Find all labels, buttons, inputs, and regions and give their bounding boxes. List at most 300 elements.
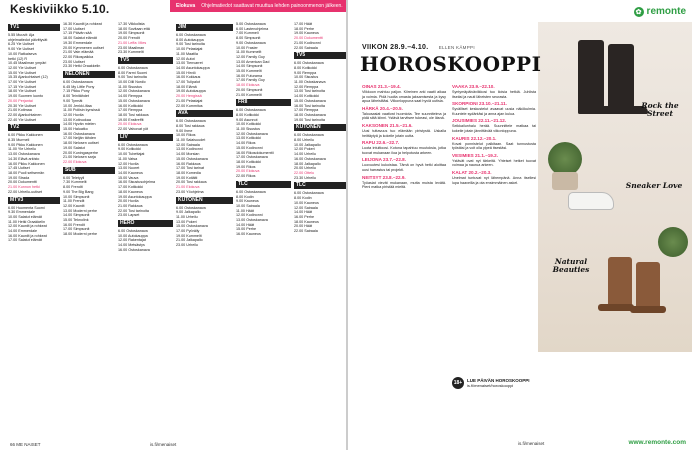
program-line: 7.15 Pikku Pony xyxy=(63,89,90,94)
program-line: 15.00 Yle Uutiset xyxy=(8,70,37,75)
program-line: 6.00 Huomenta Suomi xyxy=(8,205,45,210)
program-line: 16.00 Kauneus xyxy=(236,232,261,237)
program-line: 20.00 Häät xyxy=(294,224,313,229)
channel-header: TV2 xyxy=(8,124,60,131)
program-line: 22.40 Yle Uutiset xyxy=(8,117,37,122)
program-line: 11.00 Kummelit xyxy=(236,50,262,55)
program-line: hetki (12) R xyxy=(8,56,28,61)
program-line: 11.00 Salaisuudet xyxy=(176,138,206,143)
horoscope-badge xyxy=(452,377,530,389)
program-highlight: 21.00 Kunnon hetki xyxy=(8,185,40,190)
channel-header: LIV xyxy=(118,134,173,141)
program-line: 9.00 Tosi tarinoita xyxy=(118,75,147,80)
program-line: 21.00 Kotimaa xyxy=(8,108,32,113)
program-line: 16.00 Ostoskanava xyxy=(294,156,326,161)
program-line: 23.00 Lapset xyxy=(118,213,140,218)
sign-text: Talousasiat vaativat huomiota. Tee suunnitelma ja pidä siitä kiinni. Ystävä tarvitsee tukeasi, ole läsnä. xyxy=(362,111,446,121)
program-line: 19.00 Ensitreffit xyxy=(118,117,144,122)
program-line: 12.00 Rakentajat xyxy=(118,238,146,243)
program-line: 21.00 Kodinonni xyxy=(294,40,321,45)
program-line: 16.00 Tosi tarinoita xyxy=(294,103,325,108)
sign-name: OINAS 21.3.–19.4. xyxy=(362,84,401,89)
program-line: 15.00 Ostoskanava xyxy=(176,156,208,161)
program-line: 17.00 Family Guy xyxy=(236,78,265,83)
brand-logo xyxy=(634,6,686,17)
program-line: 10.00 Diili Nordic xyxy=(118,80,146,85)
footer-left: 66 ME NAISET xyxy=(10,442,41,447)
horoscope-column-2 xyxy=(452,82,536,185)
brown-boot-left-foot xyxy=(598,304,634,311)
sign-name: NEITSYT 23.8.–22.9. xyxy=(362,174,406,180)
program-line: 15.00 Kodinonni xyxy=(236,145,263,150)
program-line: 11.00 Poliisin kynsissä xyxy=(63,108,100,113)
program-line: 18.00 Kauneus xyxy=(118,189,143,194)
program-line: 13.00 Moderni perhe xyxy=(63,208,98,213)
program-line: 23.30 Kummelit xyxy=(118,50,144,55)
program-line: 8.00 Frendit xyxy=(63,185,83,190)
program-line: 21.00 Vain elämää xyxy=(63,50,94,55)
program-line: 15.00 Teknolink xyxy=(63,218,89,223)
program-line: 12.00 Pokeri xyxy=(294,147,315,152)
page-title: Keskiviikko 5.10. xyxy=(10,2,110,16)
program-line: 14.00 Emmerdale xyxy=(8,229,38,234)
program-line: 8.00 Teinitähdet xyxy=(63,94,89,99)
program-line: 21.00 Kummelit xyxy=(236,92,262,97)
program-line: 6.00 Ostoskanava xyxy=(294,133,324,138)
program-line: 12.00 Yle Uutiset xyxy=(8,65,37,70)
sign-text: Unelmat tuntuvat nyt lähempänä. Anna itsellesi lupa haaveilla ja ota ensimmäinen askel. xyxy=(452,175,536,185)
listing-column xyxy=(63,22,115,430)
program-line: 13.00 Kotiruokaa xyxy=(63,117,91,122)
program-line: 11.00 Vatsa xyxy=(118,156,138,161)
badge-text xyxy=(467,378,530,388)
channel-header: TLC xyxy=(294,182,346,189)
program-line: 16.00 Kotikokki xyxy=(118,103,144,108)
program-line: 22.00 Tosi tarinoita xyxy=(118,208,149,213)
program-line: 23.00 Yöohjelma xyxy=(176,189,204,194)
program-line: 19.00 Strada xyxy=(8,175,30,180)
program-line: 18.00 Nelosen uutiset xyxy=(63,141,99,146)
boot-right xyxy=(608,44,634,112)
program-line: 22.00 Rikos xyxy=(236,174,256,179)
program-line: 18.00 Ostoskanava xyxy=(294,112,326,117)
program-line: 20.00 Kymmenen uutiset xyxy=(63,45,104,50)
program-line: 17.00 Kotikokki xyxy=(118,185,144,190)
program-line: 16.00 Futurama xyxy=(236,73,263,78)
notice-band xyxy=(170,0,346,12)
program-line: 14.00 Simpsonit xyxy=(236,64,263,69)
program-line: 13.00 Kotikokki xyxy=(236,136,262,141)
program-highlight: 21.00 Leffa: Mies xyxy=(118,40,147,45)
program-line: 23.00 Urheilu xyxy=(176,243,198,248)
program-line: 17.00 Häät xyxy=(294,22,313,26)
program-line: 19.00 Kotiäiti xyxy=(176,175,198,180)
sign-text: Luota intuitioosi. Kotona tapahtuu muutoksia, jotka tuovat mukanaan iloa ja helpotusta arkeen. xyxy=(362,146,446,155)
sign-name: VAAKA 23.9.–22.10. xyxy=(452,84,495,89)
program-line: 10.00 Kauneus xyxy=(294,200,319,205)
program-line: 17.00 Remppa xyxy=(294,108,319,113)
program-line: 6.00 Ostoskanava xyxy=(118,65,148,70)
program-line: 10.00 Jalkapallo xyxy=(294,142,321,147)
program-line: 11.00 Sisustus xyxy=(118,84,142,89)
program-line: 14.00 Rikos xyxy=(236,141,256,146)
program-line: 13.00 Tosi tarinoita xyxy=(294,89,325,94)
sign-text: Luovuutesi kukoistaa. Tämä on hyvä hetki aloittaa uusi harrastus tai projekti. xyxy=(362,163,446,172)
brand-name: remonte xyxy=(646,6,686,17)
program-line: 8.00 Kotikokki xyxy=(294,65,317,70)
footer-center: is.fi/menaiset xyxy=(150,442,177,447)
program-line: 12.00 Kauniit ja rohkeat xyxy=(8,224,47,229)
program-line: 20.00 Dokumentti xyxy=(8,180,37,185)
program-line: 16.00 Frendit xyxy=(63,222,85,227)
program-line: 6.00 Ostoskanava xyxy=(236,189,266,194)
program-line: 19.00 Simpsonit xyxy=(118,31,145,36)
program-line: 14.00 Häät xyxy=(236,222,255,227)
program-line: 9.30 Emmerdale xyxy=(8,210,36,215)
footer-url: www.remonte.com xyxy=(628,439,686,446)
program-line: 21.00 Rakkaus xyxy=(118,203,143,208)
program-line: 16.00 Rakkaus xyxy=(176,161,201,166)
sign-name: RAPU 22.6.–22.7. xyxy=(362,140,400,146)
program-line: 18.00 Kotikokki xyxy=(236,159,262,164)
program-line: 14.00 Simpsonit xyxy=(63,213,90,218)
channel-header: KUTONEN xyxy=(176,197,233,204)
program-line: 19.30 Emmerdale xyxy=(63,40,93,45)
program-line: 15.00 Ostoskanava xyxy=(294,98,326,103)
program-line: 11.00 Maatila xyxy=(176,51,198,56)
program-line: 8.00 Farmi Suomi xyxy=(118,70,148,75)
program-line: ohjelmatiedot päivittyvät xyxy=(8,37,48,42)
listing-column xyxy=(294,22,346,430)
program-line: 6.00 Ostoskanava xyxy=(294,191,324,196)
program-line: 16.00 Pikku Kakkonen xyxy=(8,161,45,166)
program-highlight: 22.00 Ottelu xyxy=(294,170,315,175)
program-line: 17.00 Ostoskanava xyxy=(236,155,268,160)
program-line: 15.00 Vauva xyxy=(118,175,139,180)
program-line: 9.00 Kotikokki xyxy=(118,147,141,152)
program-line: 9.00 Tyrmät xyxy=(63,98,83,103)
sign-text: Syvälliset keskustelut avaavat uusia näkökulmia. Kuuntele sydäntäsi ja anna ajan kulua. xyxy=(452,107,536,116)
program-line: 22.00 Rikospaikka xyxy=(63,54,94,59)
program-line: 17.00 Tosi tarinat xyxy=(176,166,205,171)
caption-rock: Rock the Street xyxy=(641,101,679,118)
program-line: 8.00 Kodin xyxy=(236,194,254,199)
product-photo xyxy=(538,22,692,352)
program-line: 9.00 The Big Bang xyxy=(63,189,94,194)
program-line: 11.00 Sisustus xyxy=(236,127,260,132)
program-line: 16.00 Kauniit ja rohkeat xyxy=(8,233,47,238)
program-line: 12.00 Kauniit xyxy=(63,203,85,208)
program-line: 15.00 Hirviö xyxy=(176,70,196,75)
program-line: 18.00 Jalkapallo xyxy=(294,161,321,166)
program-line: 22.00 Ajankohtainen xyxy=(8,112,42,117)
brown-boot-right xyxy=(636,262,660,310)
program-line: 22.00 Sairaala xyxy=(294,45,318,50)
program-line: 6.00 Ostoskanava xyxy=(176,33,206,37)
program-line: 10.00 Simpsonit xyxy=(63,194,90,199)
channel-header: SUB xyxy=(63,167,115,174)
program-line: 20.00 Kuningasperhe xyxy=(63,150,99,155)
program-line: 10.45 Maailman ympäri xyxy=(8,61,47,66)
brown-boot-left xyxy=(608,257,632,309)
program-line: 18.00 Komedia xyxy=(176,170,201,175)
program-line: 19.00 Autokauppa xyxy=(176,89,206,94)
program-line: 16.00 Rikosdokumentti xyxy=(236,150,274,155)
program-line: 12.00 Ostoskanava xyxy=(118,89,150,94)
program-highlight: 20.00 Dokumentti xyxy=(294,36,323,41)
program-line: 9.00 Pikku Kakkonen xyxy=(8,142,43,147)
program-line: 22.00 Kummitus xyxy=(176,103,203,108)
program-line: 10.00 Rikos xyxy=(176,133,196,138)
program-highlight: 22.00 Elokuva xyxy=(63,159,87,164)
week-label: VIIKON 28.9.–4.10. xyxy=(362,44,429,51)
badge-icon: 18+ xyxy=(452,377,464,389)
program-line: 14.00 Asuntokauppa xyxy=(176,65,210,70)
program-line: 18.00 Moderni perhe xyxy=(63,232,98,237)
channel-header: TV1 xyxy=(8,24,60,31)
listing-column xyxy=(176,22,233,430)
sign-name: KAKSONEN 21.5.–21.6. xyxy=(362,122,413,128)
program-line: 11.00 Häät xyxy=(236,208,254,213)
program-line: 20.00 Huvila xyxy=(118,199,139,204)
plant-decoration-2 xyxy=(658,227,688,257)
program-line: 11.00 Hetki Oraakkelin xyxy=(8,219,46,224)
program-line: 6.25 Yle Uutiset xyxy=(8,42,34,47)
program-line: 10.00 Ratkaiseva xyxy=(8,51,37,56)
program-line: 23.00 Maailman xyxy=(118,45,145,50)
program-line: 17.30 Viikkolista xyxy=(118,22,145,26)
channel-header: HERO xyxy=(118,220,173,227)
listing-column xyxy=(8,22,60,430)
program-line: 20.00 Tosi rakkaus xyxy=(176,180,207,185)
plant-pot xyxy=(552,172,578,190)
program-line: 20.00 Frendit xyxy=(118,36,140,41)
program-line: 17.00 Simpsonit xyxy=(63,227,90,232)
sign-text: Kovat ponnistelut palkitaan. Saat tunnustusta työstäsi ja voit olla ylpeä itsestäsi. xyxy=(452,141,536,151)
band-tag: Elokuva xyxy=(176,3,196,9)
program-line: 17.00 Tulipalot xyxy=(176,80,200,85)
horoscope-title: HOROSKOOPPI xyxy=(360,52,542,76)
program-line: 6.00 Ostoskanava xyxy=(118,142,148,147)
listing-column xyxy=(118,22,173,430)
program-line: 19.00 Kauneus xyxy=(294,31,319,36)
program-line: 17.00 Pyöräily xyxy=(176,229,200,234)
program-line: 12.00 Ostoskanava xyxy=(236,131,268,136)
program-line: 6.00 Lastenohjelma xyxy=(236,26,269,31)
program-line: 12.00 Autot xyxy=(176,56,195,61)
plant-decoration xyxy=(548,142,582,176)
program-line: 8.00 Simpsonit xyxy=(236,36,261,41)
program-line: 18.00 Kauneus xyxy=(294,219,319,224)
sign-text: Seikkailunhalu herää. Suunnittele matkaa tai kokeile jotain jännittävää viikonloppuna. xyxy=(452,124,536,133)
program-line: 15.35 Ajankohtaiset (12) xyxy=(8,75,48,80)
program-line: 14.00 Häät xyxy=(294,210,313,215)
program-line: 8.00 Kotikokki xyxy=(236,112,259,117)
program-line: 12.00 Huvila xyxy=(118,161,139,166)
badge-url: is.fi/menaiset/horoskooppi xyxy=(467,383,514,388)
program-line: 13.00 Nuoret xyxy=(118,166,140,171)
program-line: 18.00 Yle Uutiset xyxy=(8,89,37,94)
program-line: 14.30 Elävä arkisto xyxy=(8,156,40,161)
program-line: 6.00 Ostoskanava xyxy=(176,119,206,124)
program-line: 9.00 Remppa xyxy=(294,70,317,75)
brown-boot-right-foot xyxy=(630,306,666,313)
sign-text: Ystävät ovat nyt tärkeitä. Yhteiset hetket tuovat voimaa ja naurua arkeen. xyxy=(452,158,536,168)
sneaker-shoe xyxy=(568,192,614,210)
program-line: 13.00 American Dad xyxy=(236,59,270,64)
program-line: 14.00 Urheilu xyxy=(294,152,316,157)
author-name: ELLEN KÄMPPI xyxy=(438,45,475,50)
program-line: 9.00 Jalkapallo xyxy=(176,210,201,215)
program-line: 13.00 Ostoskanava xyxy=(8,152,40,157)
program-line: 5.55 Muuvit: Aja xyxy=(8,33,35,37)
sign-name: SKORPIONI 23.10.–21.11. xyxy=(452,101,507,107)
program-line: 6.00 Ostoskanava xyxy=(63,80,93,85)
program-line: 13.00 Pokeri xyxy=(176,219,197,224)
program-line: 6.00 Ostoskanava xyxy=(118,229,148,234)
sign-text: Työasiat vievät mukanaan, mutta muista levätä. Pieni matka piristää mieltä. xyxy=(362,180,446,190)
program-line: 18.00 Perhe xyxy=(294,26,315,31)
program-line: 17.00 Uutiset xyxy=(63,26,85,31)
program-line: 12.00 Sairaala xyxy=(294,205,318,210)
program-line: 10.00 Sairaala xyxy=(236,203,260,208)
program-line: 6.00 Pikku Kakkonen xyxy=(8,133,43,138)
program-line: 8.00 Tosi rakkaus xyxy=(176,123,205,128)
program-line: 6.00 Ostoskanava xyxy=(294,61,324,66)
channel-header: MTV3 xyxy=(8,197,60,204)
program-line: 16.00 Ostoskanava xyxy=(118,247,150,252)
program-line: 12.00 Kodinonni xyxy=(236,213,263,218)
channel-header: TLC xyxy=(236,181,291,188)
program-line: 14.00 Kauneus xyxy=(118,170,143,175)
program-line: 14.00 Remppa xyxy=(118,94,143,99)
sign-name: HÄRKÄ 20.4.–20.5. xyxy=(362,105,403,111)
program-line: 19.00 Salatut xyxy=(63,145,85,150)
program-line: 18.00 Sovitaan että xyxy=(118,26,150,31)
program-line: 12.00 Remppa xyxy=(294,84,319,89)
listing-column xyxy=(236,22,291,430)
tv-listings xyxy=(8,22,342,432)
program-highlight: 20.00 Elokuva xyxy=(236,169,260,174)
program-line: 15.00 Kummelit xyxy=(236,69,262,74)
channel-header: TV5 xyxy=(118,57,173,64)
program-highlight: 20.00 Elokuva xyxy=(118,122,142,127)
right-page xyxy=(348,0,696,450)
sign-name: LEIJONA 23.7.–22.8. xyxy=(362,157,407,163)
program-line: 9.00 Yle Uutiset xyxy=(8,47,34,52)
program-line: 7.00 Kummeli xyxy=(236,31,259,36)
program-line: 6.00 Ostoskanava xyxy=(236,108,266,113)
program-line: 19.00 Asuntokauppa xyxy=(118,194,152,199)
program-line: 16.30 Kauniit ja rohkeat xyxy=(63,22,102,26)
footer-left: is.fi/menaiset xyxy=(518,441,545,446)
horoscope-column-1 xyxy=(362,82,446,190)
program-line: 8.00 Kodin xyxy=(294,196,312,201)
program-line: 12.00 Huvila xyxy=(63,112,84,117)
program-line: 15.00 Ostoskanava xyxy=(176,224,208,229)
program-line: 11.00 Frendit xyxy=(63,199,85,204)
program-line: 18.00 Salatut elämät xyxy=(63,36,97,41)
program-line: 23.30 Urheilu xyxy=(294,175,316,180)
program-line: 17.15 Yle Uutiset xyxy=(8,84,37,89)
program-line: 21.00 Nelosen sarja xyxy=(63,155,96,160)
program-line: 20.00 Simpsonit xyxy=(236,87,263,92)
program-line: 8.00 Urheilu xyxy=(294,138,314,143)
sign-text: Syntymäpäiväviikkosi tuo iloisia hetkiä. Juhlista itseäsi ja nauti läheisten seurasta. xyxy=(452,90,536,99)
sign-text: Uusi tuttavuus tuo elämään piristystä. Uskalla heittäytyä ja kokeile jotain uutta. xyxy=(362,128,446,138)
program-line: 15.00 Ostoskanava xyxy=(118,98,150,103)
channel-header: FRII xyxy=(236,99,291,106)
program-line: 8.00 Autokauppa xyxy=(176,37,204,42)
program-line: 14.00 Morsian xyxy=(176,152,200,157)
program-line: 19.00 Kummelit xyxy=(176,233,202,238)
program-line: 22.00 Valvovat yöt xyxy=(118,127,149,132)
program-line: 10.00 Autokauppa xyxy=(118,233,148,238)
program-line: 20.30 Yle Uutiset xyxy=(8,103,37,108)
program-line: 19.00 Rikos xyxy=(236,164,256,169)
program-line: 16.00 Ostoskanava xyxy=(63,131,95,136)
program-line: 9.00 Tosi tarinoita xyxy=(176,42,205,47)
program-line: 11.00 Urheilu xyxy=(176,214,198,219)
sign-name: KAURIS 22.12.–20.1. xyxy=(452,135,497,141)
program-line: 12.00 Family Guy xyxy=(236,54,265,59)
program-line: 19.00 Suomen luonto xyxy=(8,94,44,99)
sign-name: JOUSIMIES 22.11.–21.12. xyxy=(452,118,507,124)
program-line: 13.00 Ostoskanava xyxy=(236,218,268,223)
program-line: 15.00 Haluatko xyxy=(63,127,88,132)
program-line: 10.00 Kotikokki xyxy=(236,122,262,127)
band-text: Ohjelmatiedot saattavat muuttua lehden painoonmenon jälkeen. xyxy=(201,3,343,9)
program-line: 17.00 Yle Uutiset xyxy=(8,80,37,85)
sign-name: VESIMIES 21.1.–19.2. xyxy=(452,152,498,158)
channel-header: AVA xyxy=(176,110,233,117)
caption-sneaker: Sneaker Love xyxy=(625,181,683,190)
program-line: 18.00 Tosi rakkaus xyxy=(118,112,149,117)
program-line: 16.00 Kokkaus xyxy=(176,75,201,80)
program-line: 17.15 Päivän sää xyxy=(63,31,92,36)
program-line: 23.00 Uutiset xyxy=(63,59,85,64)
program-line: 12.00 Sairaala xyxy=(176,142,200,147)
program-line: 21.00 Pelastajat xyxy=(176,98,203,103)
left-page xyxy=(0,0,346,450)
program-line: 6.00 Teletyyli xyxy=(63,175,85,180)
program-line: 8.35 Murmeli xyxy=(8,138,30,143)
sign-text: Viikkoon mahtuu paljon. Kiireinen arki vaatii aikaa ja voimia. Pidä huolta omasta jaksamisesta ja kysy apua läheisiltäsi. Viikonloppuna saat hyviä uutisia. xyxy=(362,90,446,104)
program-line: 18.00 Elämä xyxy=(176,84,197,89)
program-line: 23.30 Hetki Oraakkelin xyxy=(63,64,101,69)
program-line: 21.00 Jalkapallo xyxy=(176,238,203,243)
program-line: 19.00 Tosi tarinoita xyxy=(294,117,325,122)
program-highlight: 20.00 Perjantai xyxy=(8,98,33,103)
program-line: 10.00 Pelastajat xyxy=(176,47,203,52)
program-highlight: 20.00 Hengissä xyxy=(176,94,202,99)
program-line: 13.00 Tienvarret xyxy=(176,61,203,66)
program-line: 16.00 Sisustusohjelma xyxy=(118,180,156,185)
channel-header: NELONEN xyxy=(63,71,115,78)
leaf-icon: ✿ xyxy=(634,7,644,17)
program-line: 9.00 Kauneus xyxy=(236,199,259,204)
program-line: 17.45 Uutiset xyxy=(8,166,30,171)
program-line: 18.00 Puoli seitsemän xyxy=(8,170,45,175)
channel-header: KUTONEN xyxy=(294,124,346,131)
program-line: 6.45 My Little Pony xyxy=(63,84,95,89)
program-line: 14.00 Hyvän mielen xyxy=(63,122,96,127)
program-line: 17.00 Salatut elämät xyxy=(8,238,42,243)
sign-name: KALAT 20.2.–20.3. xyxy=(452,169,492,175)
program-line: 9.00 Ostoskanava xyxy=(236,40,266,45)
program-line: 17.00 Neljän tähden xyxy=(63,136,97,141)
program-line: 10.00 Sisustus xyxy=(294,75,319,80)
